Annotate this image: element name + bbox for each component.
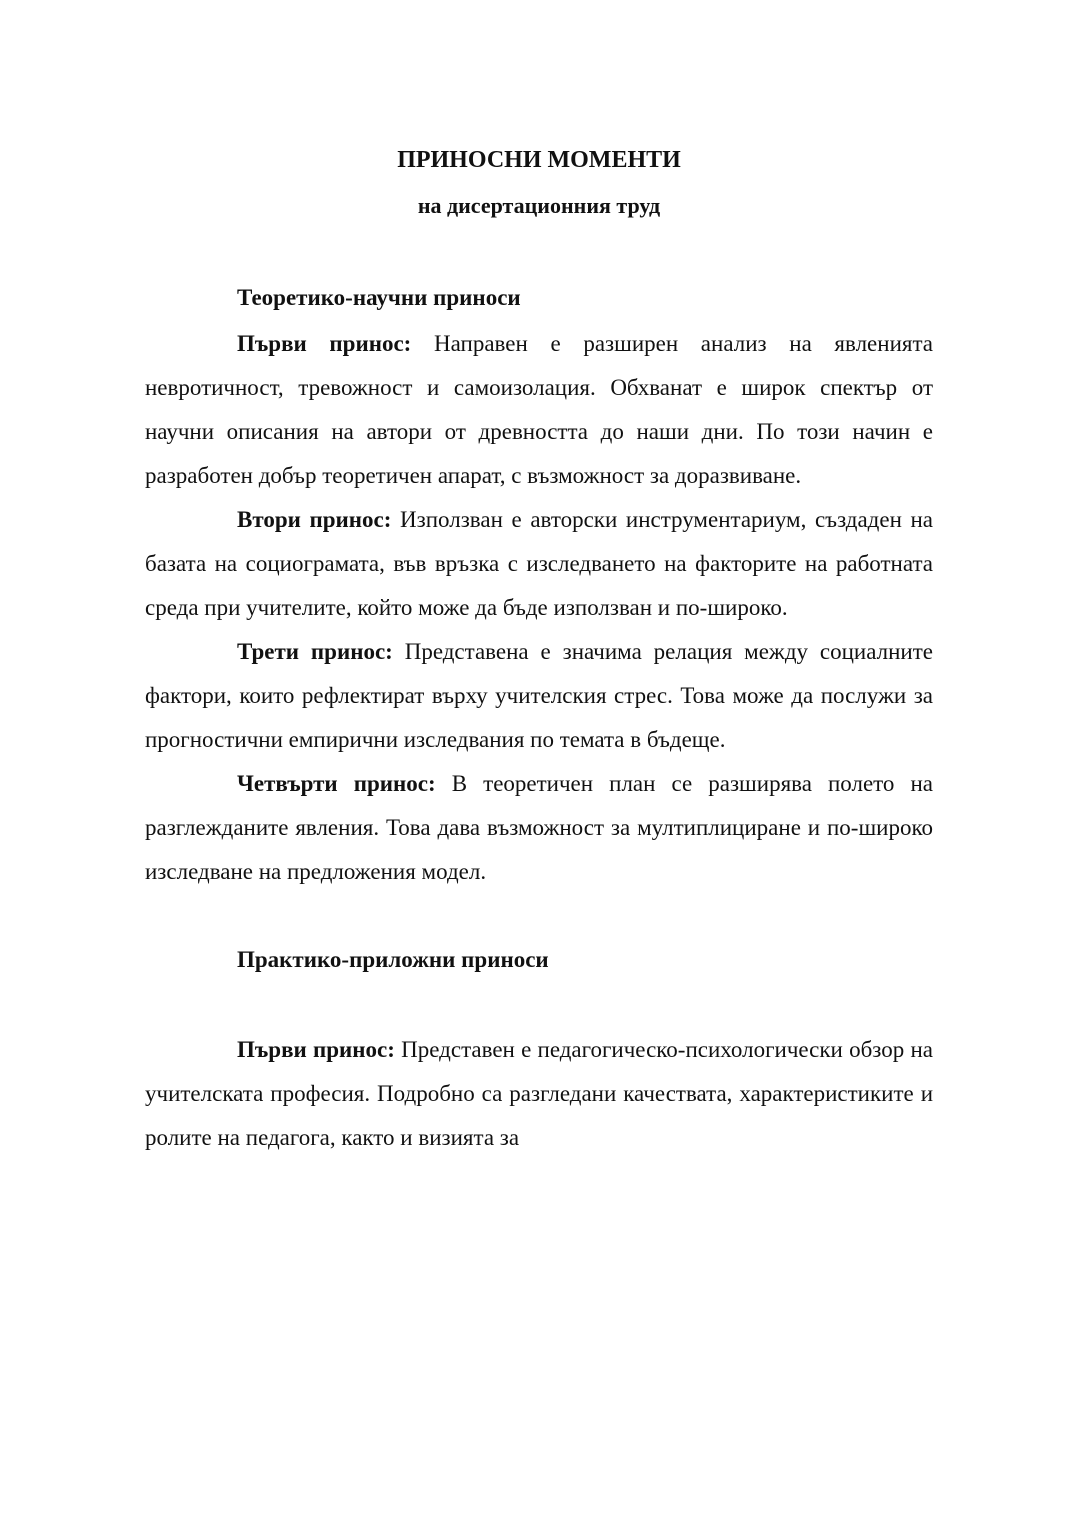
section-heading-theoretical: Теоретико-научни приноси xyxy=(237,285,521,310)
contribution-lead: Четвърти принос: xyxy=(237,771,436,796)
theoretical-contribution-4 xyxy=(145,762,933,894)
contribution-lead: Първи принос: xyxy=(237,1037,395,1062)
contribution-lead: Трети принос: xyxy=(237,639,393,664)
practical-contribution-1 xyxy=(145,1028,933,1160)
contribution-lead: Първи принос: xyxy=(237,331,412,356)
contribution-text: Използван е авторски инструментариум, създаден на базата на социограмата, във връзка с изследването на факторите на работната среда при учителите, който може да бъде използван и по-широко. xyxy=(145,507,934,620)
theoretical-contribution-2 xyxy=(145,498,933,630)
contribution-text: Представена е значима релация между социалните фактори, които рефлектират върху учителския стрес. Това може да послужи за прогностични емпирични изследвания по темата в бъдеще. xyxy=(145,639,933,752)
document-title: ПРИНОСНИ МОМЕНТИ xyxy=(397,147,681,173)
contribution-text: В теоретичен план се разширява полето на разглежданите явления. Това дава възможност за мултиплициране и по-широко изследване на предложения модел. xyxy=(145,771,934,884)
document-subtitle: на дисертационния труд xyxy=(417,193,661,218)
theoretical-contribution-3 xyxy=(145,630,933,762)
document-body xyxy=(145,140,933,1160)
contribution-lead: Втори принос: xyxy=(237,507,392,532)
section-heading-practical: Практико-приложни приноси xyxy=(237,947,549,972)
contribution-text: Представен е педагогическо-психологически обзор на учителската професия. Подробно са разгледани качествата, характеристиките и ролите на педагога, както и визията за xyxy=(145,1037,933,1150)
theoretical-contribution-1 xyxy=(145,322,933,498)
contribution-text: Направен е разширен анализ на явленията невротичност, тревожност и самоизолация. Обхванат е широк спектър от научни описания на автори от древността до наши дни. По този начин е разработен добър теоретичен апарат, с възможност за доразвиване. xyxy=(145,331,933,488)
